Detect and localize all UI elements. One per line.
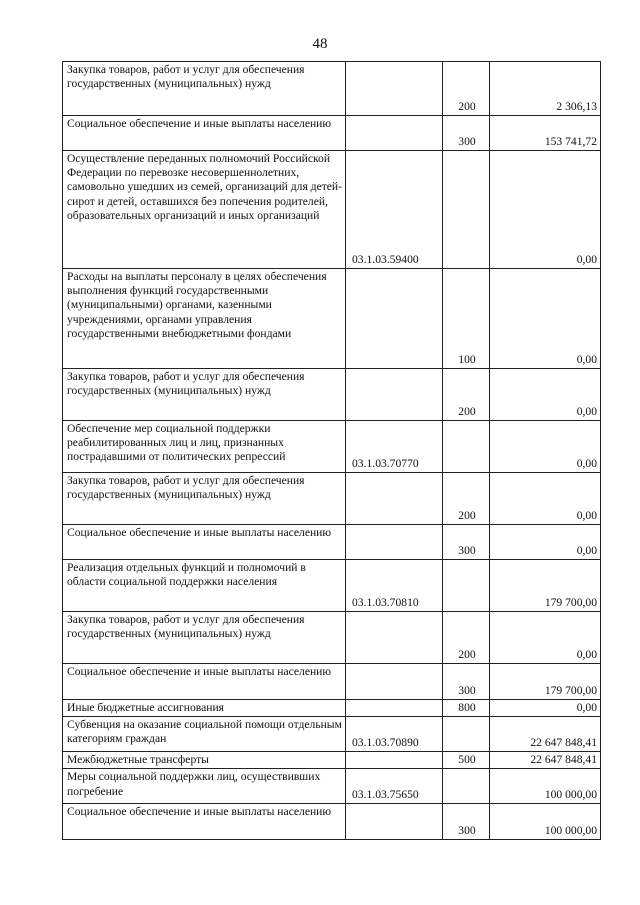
table-row: [63, 151, 601, 269]
table-row: [63, 525, 601, 560]
row-description: Закупка товаров, работ и услуг для обеспечения государственных (муниципальных) нужд: [63, 62, 346, 116]
table-row: [63, 560, 601, 612]
table-row: [63, 421, 601, 473]
row-expense-type: 100: [443, 269, 490, 369]
row-target-code: 03.1.03.70890: [346, 717, 443, 752]
row-target-code: 03.1.03.70810: [346, 560, 443, 612]
row-amount: 179 700,00: [490, 560, 601, 612]
row-description: Иные бюджетные ассигнования: [63, 700, 346, 717]
row-description: Закупка товаров, работ и услуг для обеспечения государственных (муниципальных) нужд: [63, 369, 346, 421]
row-expense-type: 200: [443, 62, 490, 116]
row-target-code: 03.1.03.59400: [346, 151, 443, 269]
table-row: [63, 116, 601, 151]
budget-table: [62, 61, 601, 840]
row-amount: 0,00: [490, 525, 601, 560]
row-expense-type: 300: [443, 116, 490, 151]
row-amount: 0,00: [490, 700, 601, 717]
row-amount: 179 700,00: [490, 664, 601, 700]
table-row: [63, 804, 601, 840]
row-target-code: [346, 369, 443, 421]
table-row: [63, 752, 601, 769]
row-description: Субвенция на оказание социальной помощи отдельным категориям граждан: [63, 717, 346, 752]
row-target-code: [346, 700, 443, 717]
row-description: Закупка товаров, работ и услуг для обеспечения государственных (муниципальных) нужд: [63, 612, 346, 664]
row-amount: 22 647 848,41: [490, 717, 601, 752]
row-expense-type: [443, 560, 490, 612]
row-amount: 0,00: [490, 612, 601, 664]
row-expense-type: 300: [443, 664, 490, 700]
table-row: [63, 612, 601, 664]
row-description: Социальное обеспечение и иные выплаты населению: [63, 116, 346, 151]
row-expense-type: 200: [443, 369, 490, 421]
table-row: [63, 664, 601, 700]
row-expense-type: [443, 421, 490, 473]
row-description: Социальное обеспечение и иные выплаты населению: [63, 804, 346, 840]
row-expense-type: 300: [443, 804, 490, 840]
row-description: Расходы на выплаты персоналу в целях обеспечения выполнения функций государственными (муниципальными) органами, казенными учреждениями, органами управления государственными внебюджетными фондами: [63, 269, 346, 369]
row-amount: 22 647 848,41: [490, 752, 601, 769]
table-row: [63, 369, 601, 421]
row-target-code: [346, 664, 443, 700]
row-expense-type: 500: [443, 752, 490, 769]
row-amount: 0,00: [490, 269, 601, 369]
row-target-code: [346, 269, 443, 369]
row-target-code: 03.1.03.75650: [346, 769, 443, 804]
row-expense-type: 300: [443, 525, 490, 560]
page-number: 48: [312, 36, 328, 52]
row-amount: 0,00: [490, 369, 601, 421]
row-description: Межбюджетные трансферты: [63, 752, 346, 769]
row-description: Осуществление переданных полномочий Российской Федерации по перевозке несовершеннолетних, самовольно ушедших из семей, организаций для детей-сирот и детей, оставшихся без попечения родителей, образовательных организаций и иных организаций: [63, 151, 346, 269]
table-row: [63, 269, 601, 369]
row-expense-type: [443, 717, 490, 752]
row-target-code: [346, 804, 443, 840]
row-amount: 0,00: [490, 151, 601, 269]
row-target-code: [346, 473, 443, 525]
row-target-code: [346, 612, 443, 664]
row-amount: 153 741,72: [490, 116, 601, 151]
row-expense-type: 200: [443, 473, 490, 525]
row-expense-type: 200: [443, 612, 490, 664]
table-row: [63, 62, 601, 116]
row-description: Меры социальной поддержки лиц, осуществивших погребение: [63, 769, 346, 804]
row-target-code: 03.1.03.70770: [346, 421, 443, 473]
row-target-code: [346, 116, 443, 151]
row-amount: 0,00: [490, 421, 601, 473]
table-row: [63, 769, 601, 804]
row-amount: 0,00: [490, 473, 601, 525]
row-target-code: [346, 752, 443, 769]
table-row: [63, 700, 601, 717]
table-row: [63, 717, 601, 752]
row-amount: 100 000,00: [490, 804, 601, 840]
row-target-code: [346, 525, 443, 560]
row-expense-type: [443, 151, 490, 269]
table-row: [63, 473, 601, 525]
row-amount: 2 306,13: [490, 62, 601, 116]
row-target-code: [346, 62, 443, 116]
row-description: Обеспечение мер социальной поддержки реабилитированных лиц и лиц, признанных пострадавшими от политических репрессий: [63, 421, 346, 473]
row-amount: 100 000,00: [490, 769, 601, 804]
row-expense-type: 800: [443, 700, 490, 717]
row-description: Социальное обеспечение и иные выплаты населению: [63, 525, 346, 560]
row-description: Закупка товаров, работ и услуг для обеспечения государственных (муниципальных) нужд: [63, 473, 346, 525]
row-description: Реализация отдельных функций и полномочий в области социальной поддержки населения: [63, 560, 346, 612]
row-description: Социальное обеспечение и иные выплаты населению: [63, 664, 346, 700]
row-expense-type: [443, 769, 490, 804]
